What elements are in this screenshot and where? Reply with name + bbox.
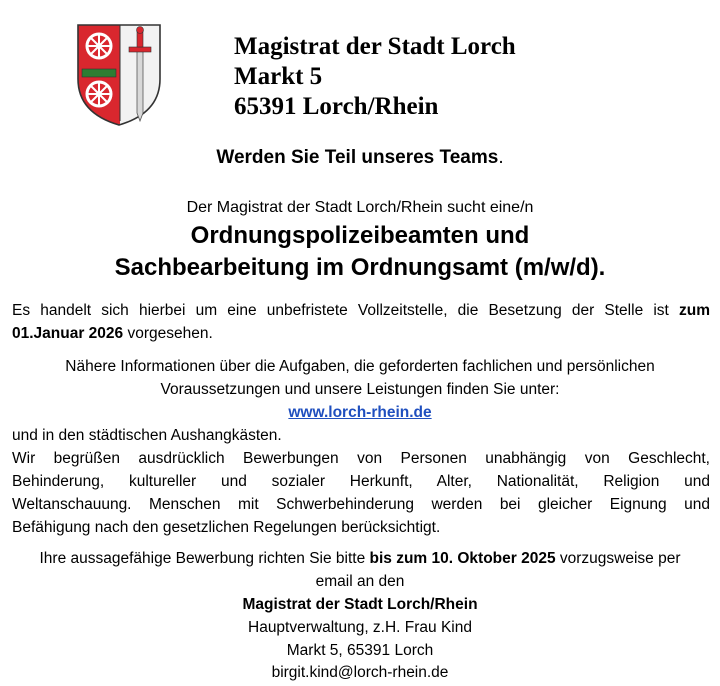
- contact-recipient: Magistrat der Stadt Lorch/Rhein: [242, 596, 478, 613]
- diversity-line-2: Behinderung, kultureller und sozialer Herkunft, Alter, Nationalität, Religion und: [12, 473, 710, 490]
- diversity-line-3: Weltanschauung. Menschen mit Schwerbehinderung werden bei gleicher Eignung und: [12, 496, 710, 513]
- position-start-date: 01.Januar 2026: [12, 325, 124, 342]
- position-start-label: zum: [679, 302, 710, 319]
- position-text: Es handelt sich hierbei um eine unbefristete Vollzeitstelle, die Besetzung der Stelle ist: [12, 302, 669, 319]
- tagline-period: .: [498, 147, 504, 168]
- address-line-2: Markt 5: [234, 63, 323, 90]
- contact-department: Hauptverwaltung, z.H. Frau Kind: [248, 619, 472, 636]
- application-text-start: Ihre aussagefähige Bewerbung richten Sie bitte: [39, 550, 370, 567]
- address-line-1: Magistrat der Stadt Lorch: [234, 33, 516, 60]
- application-text-end: vorzugsweise per: [555, 550, 681, 567]
- diversity-line-1: Wir begrüßen ausdrücklich Bewerbungen von Personen unabhängig von Geschlecht,: [12, 450, 710, 467]
- lorch-coat-of-arms-icon: [74, 21, 164, 127]
- contact-email[interactable]: birgit.kind@lorch-rhein.de: [271, 664, 449, 681]
- info-line-2: Voraussetzungen und unsere Leistungen finden Sie unter:: [160, 381, 560, 398]
- job-title-line-2: Sachbearbeitung im Ordnungsamt (m/w/d).: [114, 254, 606, 281]
- position-line-2: [12, 322, 710, 345]
- address-line-3: 65391 Lorch/Rhein: [234, 93, 439, 120]
- info-line-3: und in den städtischen Aushangkästen.: [12, 427, 282, 444]
- position-paragraph: [12, 299, 710, 345]
- diversity-paragraph: [12, 447, 710, 539]
- diversity-line-4: Befähigung nach den gesetzlichen Regelungen berücksichtigt.: [12, 519, 441, 536]
- tagline-text: Werden Sie Teil unseres Teams: [216, 147, 499, 168]
- application-deadline: bis zum 10. Oktober 2025: [369, 550, 556, 567]
- info-paragraph: [0, 355, 720, 424]
- application-line-1: [0, 547, 720, 570]
- website-link[interactable]: www.lorch-rhein.de: [288, 404, 432, 421]
- position-line-1: [12, 299, 710, 322]
- tagline: [0, 146, 720, 170]
- notice-boards-paragraph: [12, 424, 710, 447]
- application-line-2: email an den: [315, 573, 405, 590]
- job-title-line-1: Ordnungspolizeibeamten und: [190, 222, 530, 249]
- info-line-1: Nähere Informationen über die Aufgaben, die geforderten fachlichen und persönlichen: [65, 358, 655, 375]
- intro-text: Der Magistrat der Stadt Lorch/Rhein sucht eine/n: [186, 199, 534, 216]
- contact-street: Markt 5, 65391 Lorch: [286, 642, 434, 659]
- position-text-end: vorgesehen.: [123, 325, 213, 342]
